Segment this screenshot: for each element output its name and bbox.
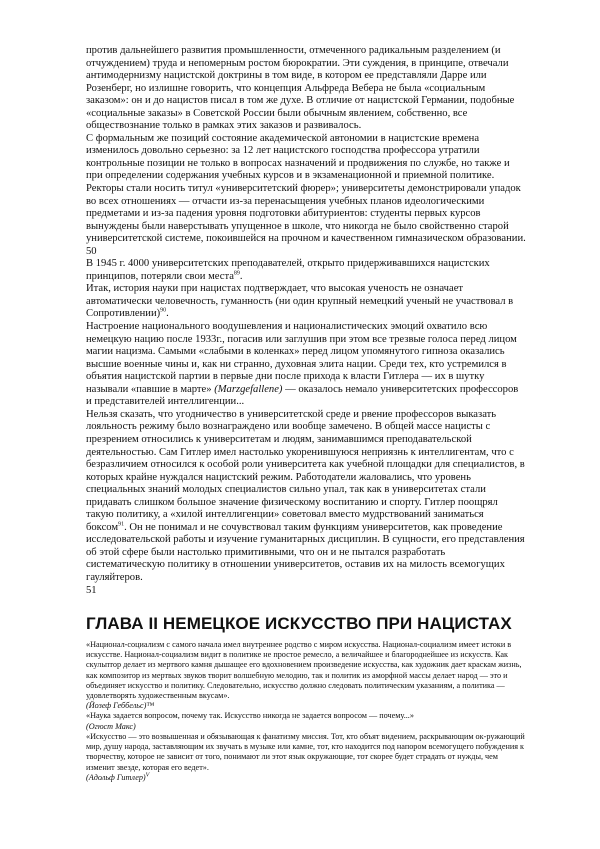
epigraphs xyxy=(86,640,526,783)
footnote-ref-90[interactable]: 90 xyxy=(160,307,167,314)
epigraph-author-3-note: V xyxy=(145,771,150,778)
paragraph-5-italic-term: (Marzgefallene) xyxy=(214,383,283,395)
paragraph-2: С формальным же позиций состояние академической автономии в нацистские времена изменилось довольно серьезно: за 12 лет нацистского господства профессора утратили контрольные позиции не только в вопросах назначений и продвижения по службе, но также и при определении содержания учебных курсов и в экзаменационной и приемной политике. Ректоры стали носить титул «университетский фюрер»; университеты демонстрировали упадок во всех отношениях — отчасти из-за перенасыщения учебных планов идеологическими предметами и из-за падения уровня подготовки абитуриентов: студенты первых курсов вынуждены были наверстывать упущенное в школе, что никогда не было свойственно старой университетской системе, покоившейся на прочном и качественном гимназическом образовании. xyxy=(86,132,526,245)
body-text xyxy=(86,45,526,597)
paragraph-6-text: Нельзя сказать, что угодничество в университетской среде и рвение профессоров выказать лояльность режиму было вознаграждено или вообще замечено. В общей массе нацисты с презрением относились к университетам и людям, занимавшимся преподавательской деятельностью. Сам Гитлер имел настолько укоренившуюся неприязнь к интеллигентам, что с безразличием относился к особой роли университета как учебной площадки для специалистов, в которых крайне нуждался нацистский режим. Работодатели жаловались, что уровень специальных знаний молодых специалистов сильно упал, так как в университетах стали придавать слишком большое значение физическому воспитанию и спорту. Гитлер поощрял такую политику, а «хилой интеллигенции» советовал вместо мудрствований заниматься боксом xyxy=(86,408,525,533)
document-page xyxy=(86,45,526,783)
chapter-title: ГЛАВА II НЕМЕЦКОЕ ИСКУССТВО ПРИ НАЦИСТАХ xyxy=(86,614,512,634)
paragraph-5-text-a: Настроение национального воодушевления и националистических эмоций охватило всю немецкую нацию после 1933г., погасив или заглушив при этом все трезвые голоса перед лицом магии нацизма. Самыми «слабыми в коленках» перед лицом упомянутого гипноза оказались высшие военные чины и, как ни странно, духовная элита нации. Среди тех, кто устремился в объятия нацистской партии в первые дни после прихода к власти Гитлера — их в шутку называли «павшие в марте» xyxy=(86,321,517,395)
paragraph-5-text-b: — оказалось немало университетских профессоров и представителей интеллигенции... xyxy=(86,383,519,408)
paragraph-6 xyxy=(86,409,526,585)
page-number-50: 50 xyxy=(86,245,97,257)
paragraph-5 xyxy=(86,321,526,409)
page-number-51: 51 xyxy=(86,584,97,596)
epigraph-quote-3: «Искусство — это возвышенная и обязывающая к фанатизму миссия. Тот, кто объят видением, раскрывающим ок-ружающий мир, душу народа, заставляющим их звучать в музыке или камне, тот, кто находится под напором всемогущего побуждения к творчеству, которое не зависит от того, понимают ли этот язык окружающие, тот скорее будет страдать от нужды, чем изменит звезде, которая его ведет». xyxy=(86,731,525,772)
footnote-ref-91[interactable]: 91 xyxy=(118,521,125,528)
epigraph-author-3-name: (Адольф Гитлер) xyxy=(86,772,146,782)
paragraph-3: В 1945 г. 4000 университетских преподавателей, открыто придерживавшихся нацистских принципов, потеряли свои места$^{89}$. xyxy=(86,258,490,282)
epigraph-quote-2: «Наука задается вопросом, почему так. Искусство никогда не задается вопросом — почему...» xyxy=(86,711,414,721)
epigraph-author-3 xyxy=(86,773,526,783)
epigraph-author-1: (Йозеф Геббельс)™ xyxy=(86,701,155,711)
epigraph-quote-1: «Национал-социализм с самого начала имел внутреннее родство с миром искусства. Национал-социализм имеет истоки в искусстве. Национал-социализм видит в политике не простое ремесло, а величайшее и благороднейшее из искусств. Как скульптор делает из мертвого камня дышащее его вдохновением произведение искусства, как художник дает краскам жизнь, как композитор из мертвых звуков творит волшебную мелодию, так и политик из аморфной массы делает народ — это и объединяет искусство и политику. Следовательно, искусство должно следовать политическим указаниям, а политика — удовлетворять художественным вкусам». xyxy=(86,640,522,701)
footnote-ref-89[interactable]: 89 xyxy=(233,270,240,277)
epigraph-author-2: (Огюст Макс) xyxy=(86,721,136,731)
paragraph-1: против дальнейшего развития промышленности, отмеченного радикальным разделением (и отчуждением) труда и непомерным ростом бюрократии. Эти суждения, в принципе, отвечали антимодернизму нацистской доктрины в том виде, в котором ее представляли Дарре или Розенберг, но излишне говорить, что концепция Альфреда Вебера не была «социальным заказом»: он и до нацистов писал в том же духе. В отличие от нацистской Германии, подобные «социальные заказы» в Советской России были обычным явлением, собственно, все обществознание только в рамках этих заказов и развивалось. xyxy=(86,45,515,132)
paragraph-6-tail: . Он не понимал и не сочувствовал таким функциям университетов, как проведение исследовательской работы и изучение гуманитарных дисциплин. В сущности, его представления об этой сфере были настолько примитивными, что он и не пытался разработать систематическую политику в отношении университетов, оставив их на милость всемогущих гауляйтеров. xyxy=(86,521,525,583)
paragraph-4: Итак, история науки при нацистах подтверждает, что высокая ученость не означает автоматически человечность, гуманность (ни один крупный немецкий ученый не участвовал в Сопротивлении)$^{90}$. xyxy=(86,283,514,320)
paragraph-3-text: В 1945 г. 4000 университетских преподавателей, открыто придерживавшихся нацистских принципов, потеряли свои места xyxy=(86,258,490,282)
paragraph-4-text: Итак, история науки при нацистах подтверждает, что высокая ученость не означает автоматически человечность, гуманность (ни один крупный немецкий ученый не участвовал в Сопротивлении) xyxy=(86,283,514,320)
